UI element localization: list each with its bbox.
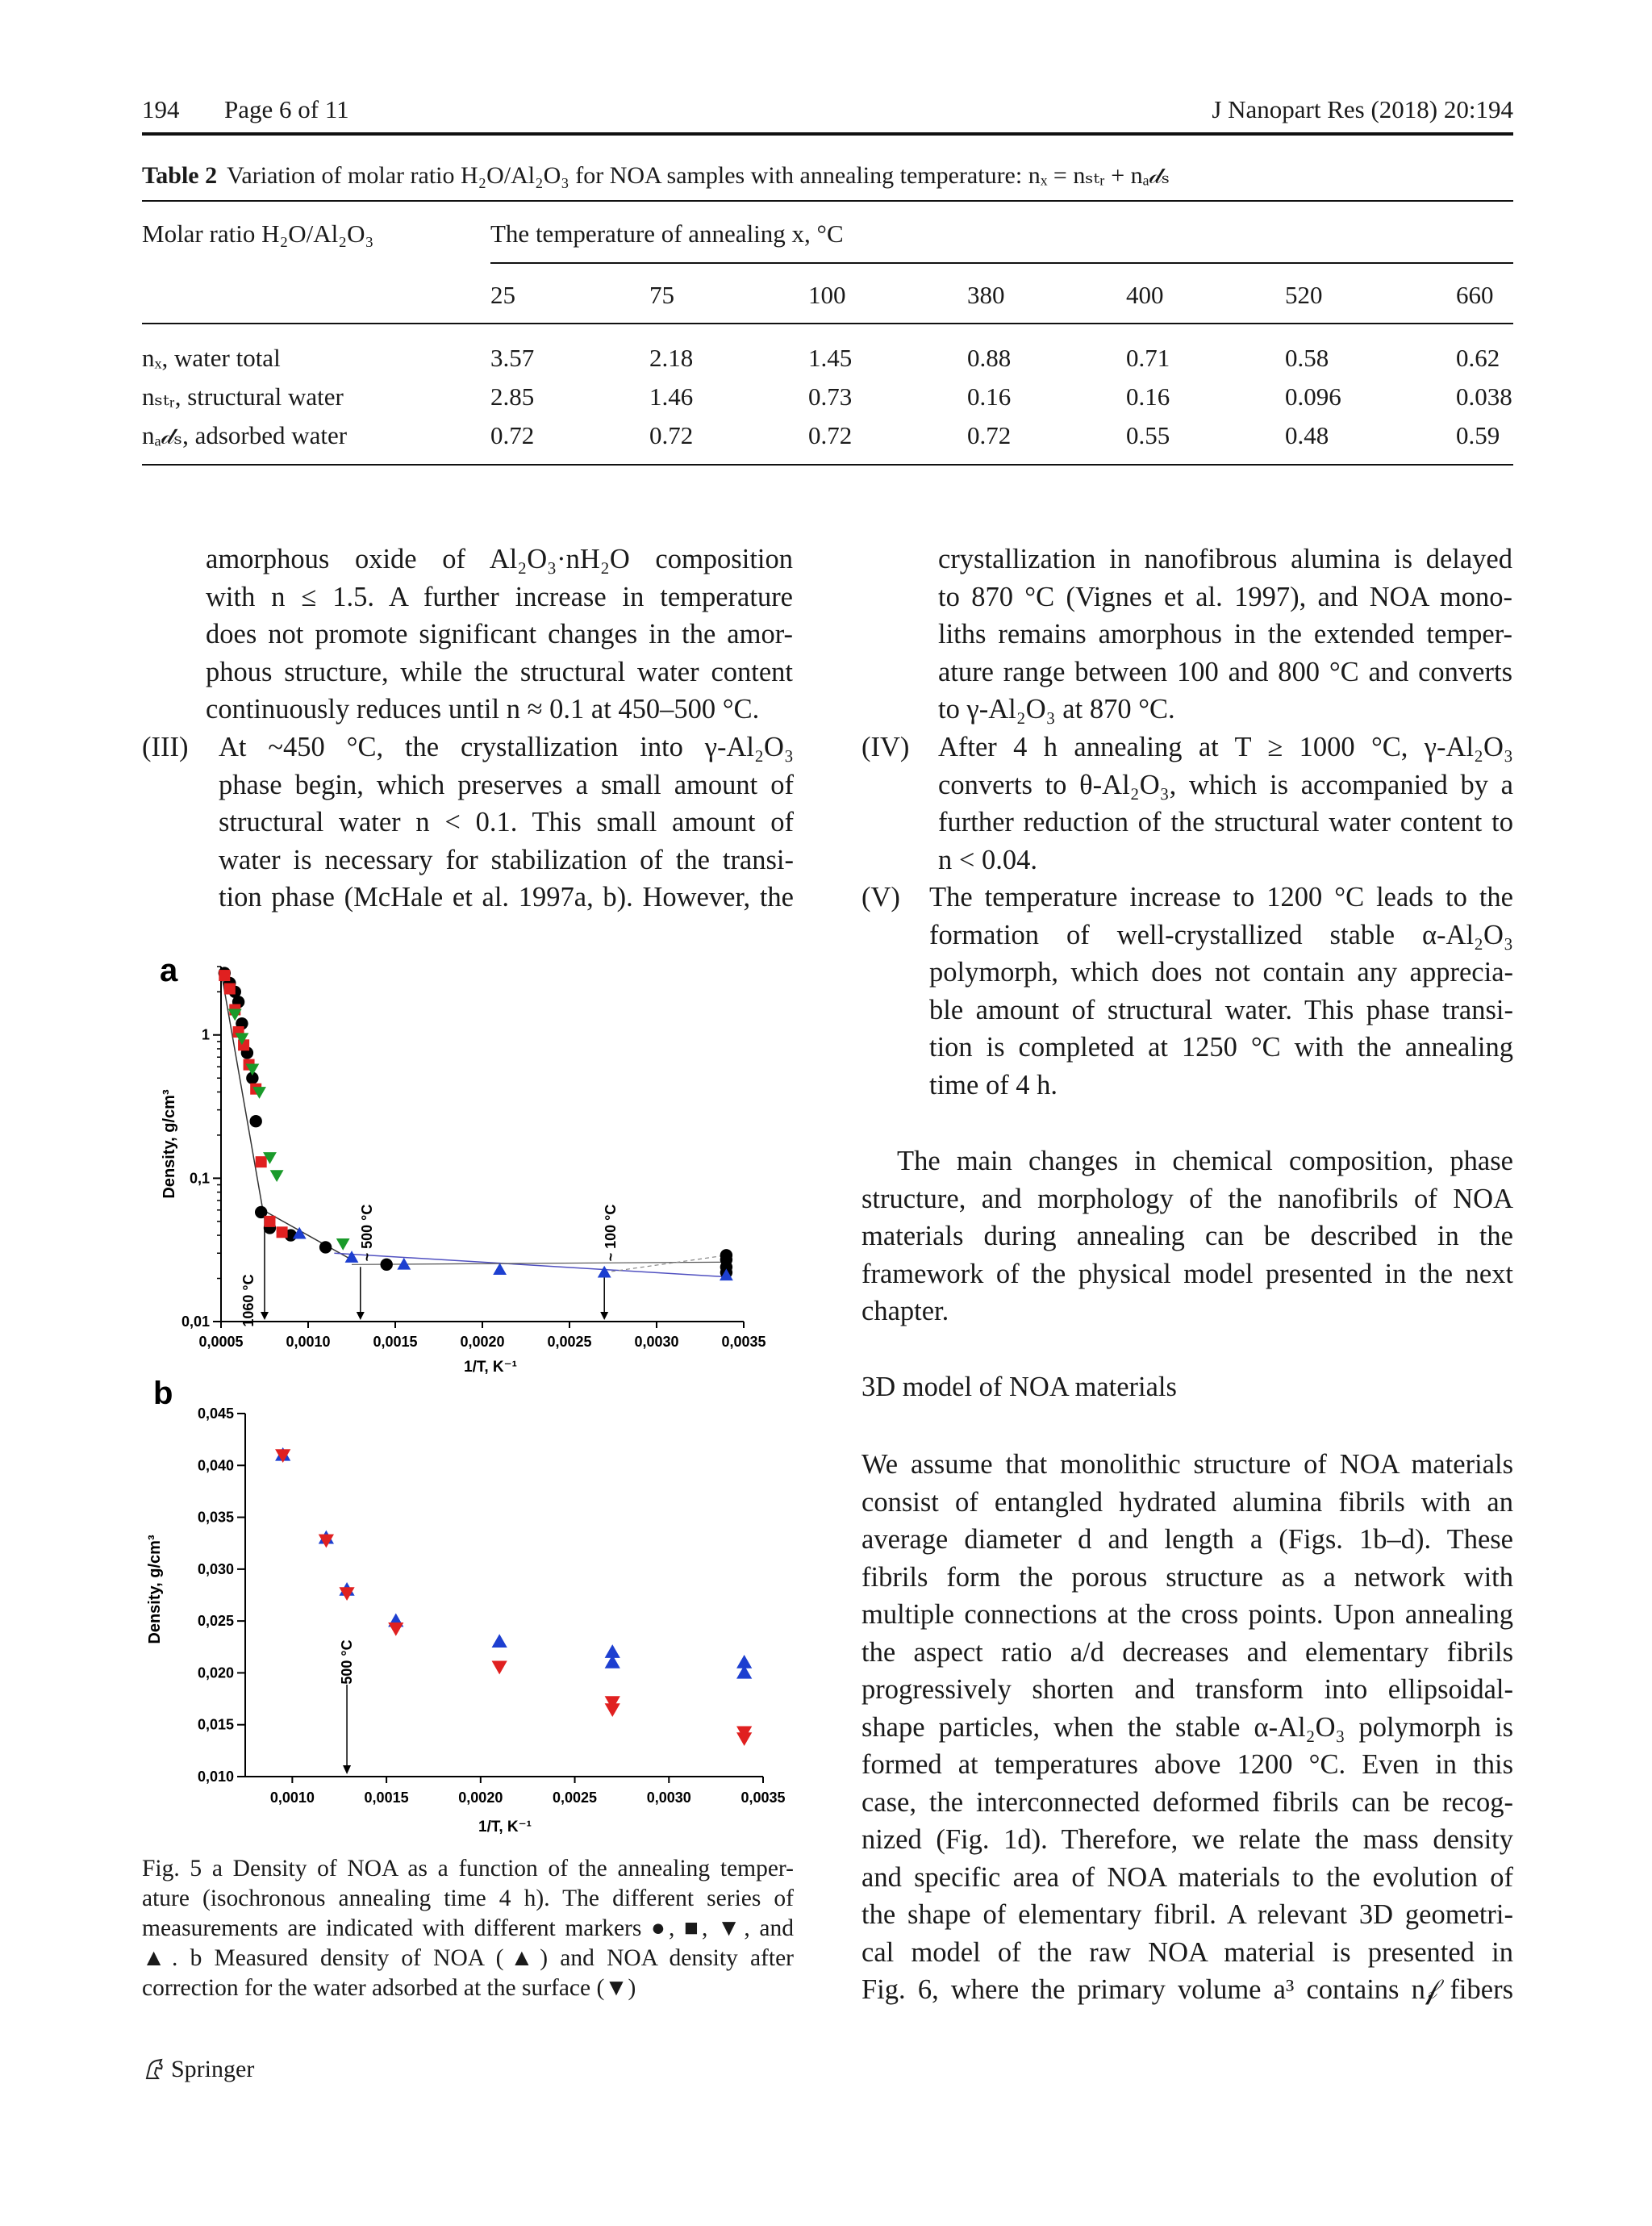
x-tick-label-a: 0,0035 [721,1334,766,1350]
annotation-label-a: ~ 500 °C [358,1204,375,1262]
y-tick-label-a: 0,1 [189,1170,210,1187]
text-line: formation of well-crystallized stable α-Al₂O₃ [929,919,1513,950]
caption-line: measurements are indicated with different markers ●, ■, ▼, and [142,1915,794,1941]
table-cell: 0.72 [808,421,853,449]
text-line: crystallization in nanofibrous alumina is delayed [938,544,1512,574]
data-point [256,1156,267,1167]
y-tick-label-b: 0,010 [197,1769,234,1785]
text-line: ature range between 100 and 800 °C and converts [938,656,1512,687]
table-cell: 0.16 [967,382,1012,411]
text-line: case, the interconnected deformed fibrils can be recog- [861,1786,1513,1818]
text-line: fibrils form the porous structure as a network with [861,1561,1513,1593]
right-intro-paragraph [938,541,1512,729]
text-line: chapter. [861,1296,949,1326]
x-tick-label-a: 0,0010 [286,1334,331,1350]
annotation-label-a: 1060 °C [240,1274,257,1327]
text-line: multiple connections at the cross points. Upon annealing [861,1599,1513,1630]
annotation-arrowhead-a [600,1312,608,1320]
y-tick-label-b: 0,025 [197,1613,234,1630]
data-point [492,1661,507,1675]
table-cell: 0.72 [967,421,1012,449]
data-point [736,1732,752,1746]
text-line: We assume that monolithic structure of NOA materials [861,1449,1513,1480]
text-line: polymorph, which does not contain any apprecia- [929,957,1513,988]
y-tick-label-b: 0,015 [197,1716,234,1733]
text-line: phous structure, while the structural water content [206,656,793,687]
text-line: The temperature increase to 1200 °C leads to the [929,882,1513,913]
table-cell: 0.72 [490,421,535,449]
x-tick-label-b: 0,0030 [646,1790,691,1806]
text-line: structure, and morphology of the nanofibrils of NOA [861,1183,1513,1214]
page-number: 194 [142,95,180,123]
trend-line-a [334,1253,726,1276]
caption-line: ature (isochronous annealing time 4 h). The different series of [142,1886,794,1911]
x-tick-label-a: 0,0025 [547,1334,592,1350]
table-bottom-rule [142,464,1513,466]
section-heading: 3D model of NOA materials [861,1372,1177,1402]
x-tick-label-a: 0,0005 [198,1334,244,1350]
text-line: with n ≤ 1.5. A further increase in temperature [206,581,793,612]
table-cell: 0.73 [808,382,853,411]
x-tick-label-a: 0,0030 [634,1334,679,1350]
x-axis-label-b: 1/T, K⁻¹ [478,1819,532,1836]
text-line: cal model of the raw NOA material is presented in [861,1936,1513,1968]
text-line: phase begin, which preserves a small amount of [219,769,794,800]
table-column-header: 660 [1456,281,1494,309]
text-line: the shape of elementary fibril. A relevant 3D geometri- [861,1899,1513,1930]
x-tick-label-b: 0,0025 [553,1790,598,1806]
table-cell: 2.85 [490,382,535,411]
text-line: formed at temperatures above 1200 °C. Even in this [861,1749,1513,1780]
data-point [277,1226,288,1238]
annotation-label-a: ~ 100 °C [603,1204,620,1262]
header-rule [142,132,1513,136]
text-line: The main changes in chemical composition, phase [897,1146,1513,1176]
text-line: converts to θ-Al₂O₃, which is accompanied by a [938,769,1513,800]
y-tick-label-b: 0,035 [197,1509,234,1526]
paragraph-3d-model [861,1446,1513,2009]
table-caption-text: Variation of molar ratio H₂O/Al₂O₃ for NOA samples with annealing temperature: nₓ = nₛₜᵣ + nₐ𝒹ₛ [227,162,1170,189]
text-line: At ~450 °C, the crystallization into γ-Al₂O₃ [219,732,794,762]
list-label: (IV) [861,732,910,762]
list-item-V [861,879,1513,1113]
panel-label-b: b [153,1376,173,1411]
table-column-header: 520 [1285,281,1323,309]
text-line: the aspect ratio a/d decreases and elementary fibrils [861,1636,1513,1668]
x-axis-label-a: 1/T, K⁻¹ [464,1359,517,1376]
text-line: amorphous oxide of Al₂O₃·nH₂O composition [206,544,793,574]
text-line: tion is completed at 1250 °C with the annealing [929,1032,1513,1063]
table-cell: 0.16 [1126,382,1170,411]
publisher-name: Springer [171,2056,255,2082]
left-intro-paragraph [206,541,793,729]
y-tick-label-b: 0,030 [197,1560,234,1577]
text-line: nized (Fig. 1d). Therefore, we relate the mass density [861,1824,1513,1855]
text-line: ble amount of structural water. This phase transi- [929,994,1513,1025]
y-tick-label-b: 0,045 [197,1405,234,1422]
text-line: to γ-Al₂O₃ at 870 °C. [938,694,1175,725]
table-cell: 1.46 [649,382,694,411]
caption-line: correction for the water adsorbed at the surface (▼) [142,1975,636,2001]
text-line: average diameter d and length a (Figs. 1b–d). These [861,1524,1513,1555]
y-tick-label-a: 0,01 [181,1313,210,1330]
y-axis-label-a: Density, g/cm³ [161,1089,178,1199]
table-cell: 0.71 [1126,344,1170,372]
text-line: framework of the physical model presented in the next [861,1258,1513,1289]
trend-line-a [263,1210,352,1260]
text-line: materials during annealing can be described in the [861,1221,1513,1251]
list-item-III [142,729,794,922]
table-row-label: nₛₜᵣ, structural water [142,382,344,411]
publisher-footer [142,2056,254,2083]
paragraph-main-changes [861,1142,1513,1330]
x-tick-label-b: 0,0010 [269,1790,315,1806]
annotation-arrowhead-b [343,1765,351,1774]
list-label: (V) [861,882,900,913]
table-column-header: 400 [1126,281,1164,309]
table-cell: 0.48 [1285,421,1329,449]
text-line: does not promote significant changes in the amor- [206,619,793,649]
panel-label-a: a [160,953,178,988]
table-column-header: 25 [490,281,515,309]
table-header-rule [142,323,1513,324]
text-line: structural water n < 0.1. This small amount of [219,807,794,837]
text-line: continuously reduces until n ≈ 0.1 at 450–500 °C. [206,694,760,725]
data-point [493,1263,507,1275]
x-tick-label-b: 0,0015 [364,1790,409,1806]
table-group-header: The temperature of annealing x, °C [490,219,844,248]
data-point [605,1703,620,1717]
list-item-IV [861,729,1513,882]
y-axis-label-b: Density, g/cm³ [146,1535,164,1644]
table-cell: 0.59 [1456,421,1500,449]
table-cell: 0.096 [1285,382,1341,411]
springer-horse-icon [142,2057,166,2082]
data-point [319,1241,332,1253]
text-line: consist of entangled hydrated alumina fibrils with an [861,1486,1513,1518]
table-cell: 2.18 [649,344,694,372]
x-tick-label-a: 0,0020 [460,1334,505,1350]
x-tick-label-a: 0,0015 [373,1334,418,1350]
table-column-header: 100 [808,281,846,309]
table-caption [142,161,1170,190]
text-line: progressively shorten and transform into ellipsoidal- [861,1674,1513,1705]
table-cell: 3.57 [490,344,535,372]
data-point [270,1170,284,1182]
table-cell: 0.038 [1456,382,1512,411]
trend-line-a [604,1255,726,1272]
data-point [219,970,230,981]
caption-line: Fig. 5 a Density of NOA as a function of the annealing temper- [142,1856,794,1881]
text-line: to 870 °C (Vignes et al. 1997), and NOA mono- [938,581,1512,612]
table-row-label: nₐ𝒹ₛ, adsorbed water [142,421,348,449]
text-line: Fig. 6, where the primary volume a³ contains n𝒻 fibers [861,1974,1513,2005]
figure-caption [142,1854,794,2003]
data-point [720,1249,732,1261]
annotation-arrowhead-a [357,1312,365,1320]
data-point [381,1259,393,1271]
text-line: further reduction of the structural water content to [938,807,1513,837]
journal-citation: J Nanopart Res (2018) 20:194 [1212,95,1513,123]
table-cell: 0.58 [1285,344,1329,372]
data-point [388,1623,403,1636]
table-label: Table 2 [142,162,218,189]
data-point [224,984,236,995]
y-tick-label-b: 0,040 [197,1457,234,1474]
data-point [250,1115,262,1127]
list-label: (III) [142,732,189,762]
text-line: n < 0.04. [938,844,1037,875]
table-row-header: Molar ratio H₂O/Al₂O₃ [142,219,374,248]
annotation-arrowhead-a [261,1312,269,1320]
x-tick-label-b: 0,0020 [458,1790,503,1806]
y-tick-label-a: 1 [201,1026,210,1043]
data-point [336,1238,350,1251]
text-line: shape particles, when the stable α-Al₂O₃ polymorph is [861,1711,1513,1743]
text-line: and specific area of NOA materials to the evolution of [861,1861,1513,1893]
annotation-label-b: 500 °C [339,1639,356,1685]
text-line: water is necessary for stabilization of the transi- [219,844,794,875]
caption-line: ▲. b Measured density of NOA (▲) and NOA density after [142,1945,794,1971]
x-tick-label-b: 0,0035 [740,1790,786,1806]
table-cell: 0.62 [1456,344,1500,372]
data-point [264,1216,275,1227]
table-top-rule [142,200,1513,202]
page-of: Page 6 of 11 [224,95,349,123]
table-group-rule [490,262,1513,264]
table-cell: 1.45 [808,344,853,372]
text-line: tion phase (McHale et al. 1997a, b). However, the [219,882,794,913]
running-head [142,95,1513,132]
text-line: time of 4 h. [929,1069,1058,1100]
figure-5 [142,944,795,1848]
table-column-header: 75 [649,281,674,309]
y-tick-label-b: 0,020 [197,1664,234,1681]
text-line: After 4 h annealing at T ≥ 1000 °C, γ-Al₂O₃ [938,732,1513,762]
table-row-label: nₓ, water total [142,344,281,372]
table-cell: 0.72 [649,421,694,449]
data-point [492,1634,507,1648]
table-cell: 0.55 [1126,421,1170,449]
table-column-header: 380 [967,281,1005,309]
table-cell: 0.88 [967,344,1012,372]
text-line: liths remains amorphous in the extended temper- [938,619,1512,649]
data-point [598,1266,611,1278]
